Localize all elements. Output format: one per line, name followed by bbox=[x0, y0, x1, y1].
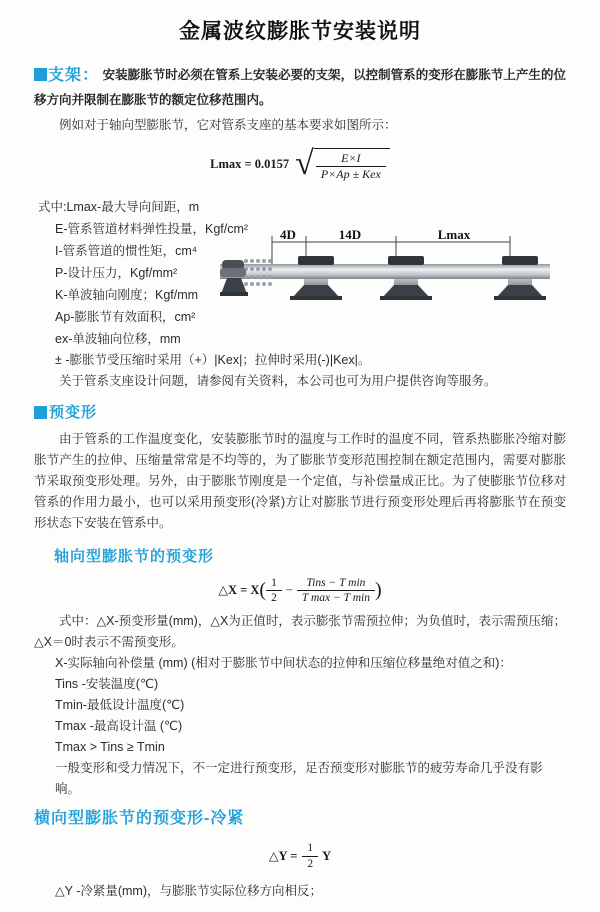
predeform-paragraph: 由于管系的工作温度变化，安装膨胀节时的温度与工作时的温度不同，管系热膨胀冷缩对膨胀节产生的拉伸、压缩量常常是不均等的，为了膨胀节变形范围控制在额定范围内，需要对膨胀节采取预变形处理。另外，由于膨胀节刚度是一个定值，与补偿量成正比。为了使膨胀节位移对管系的作用力最小，也可以采用预变形(冷紧)方让对膨胀节进行预变形处理后再将膨胀节在预变形状态下安装在管系中。 bbox=[34, 432, 566, 531]
axial-note2: X-实际轴向补偿量 (mm) (相对于膨胀节中间状态的拉伸和压缩位移量绝对值之和)： bbox=[55, 656, 512, 671]
formula-lmax bbox=[34, 136, 566, 190]
one-half-fraction: $\frac{1}{2}$ bbox=[266, 576, 282, 606]
definition-item: P-设计压力，Kgf/mm² bbox=[55, 266, 178, 281]
radical-icon: √ bbox=[295, 145, 314, 183]
definition-item: ex-单波轴向位移，mm bbox=[55, 332, 181, 347]
page-title: 金属波纹膨胀节安装说明 bbox=[179, 20, 421, 43]
minus-sign: − bbox=[285, 582, 293, 597]
axial-note1: 式中：△X-预变形量(mm)，△X为正值时，表示膨张节需预拉伸；为负值时，表示需预压缩；△X＝0时表示不需预变形。 bbox=[34, 614, 566, 650]
pipe-support-diagram bbox=[220, 228, 572, 328]
right-paren: ) bbox=[374, 579, 382, 602]
section-marker-icon bbox=[34, 68, 47, 81]
temp-definition: Tmax -最高设计温 (℃) bbox=[55, 719, 183, 734]
one-half-fraction: $\frac{1}{2}$ bbox=[302, 841, 318, 871]
formula-axial-lhs: △X = X bbox=[218, 582, 260, 597]
formula-lateral-rhs: Y bbox=[322, 848, 332, 863]
section-marker-icon bbox=[34, 406, 47, 419]
formula-lateral bbox=[34, 835, 566, 881]
temperature-fraction: $\frac{\text{Tins − T min}}{\text{T max − T min}}$ bbox=[297, 576, 375, 606]
support-section-label: 支架： bbox=[48, 67, 100, 85]
temp-definition: Tins -安装温度(℃) bbox=[55, 677, 159, 692]
dim-label-4d: 4D bbox=[280, 228, 296, 243]
sqrt-radical bbox=[295, 146, 390, 182]
left-paren: ( bbox=[259, 579, 267, 602]
definitions-and-diagram bbox=[34, 196, 566, 350]
definition-item: I-管系管道的惯性矩，cm⁴ bbox=[55, 244, 198, 259]
predeform-section-head bbox=[34, 400, 566, 425]
temp-relation: Tmax > Tins ≥ Tmin bbox=[55, 740, 165, 755]
dim-label-14d: 14D bbox=[338, 228, 362, 243]
plusminus-note: ± -膨胀节受压缩时采用（+）|Kex|；拉伸时采用(-)|Kex|。 bbox=[55, 353, 371, 368]
formula-lmax-numerator: E×I bbox=[316, 151, 386, 167]
predeform-section-label: 预变形 bbox=[49, 404, 98, 422]
temp-definition: Tmin-最低设计温度(℃) bbox=[55, 698, 185, 713]
formula-lmax-denominator: P×Ap ± Kex bbox=[320, 167, 381, 182]
definition-item: K-单波轴向刚度；Kgf/mm bbox=[55, 288, 199, 303]
axial-subheading: 轴向型膨胀节的预变形 bbox=[54, 548, 215, 566]
definition-item: E-管系管道材料弹性投量，Kgf/cm² bbox=[55, 222, 249, 237]
definition-item: Ap-膨胀节有效面积，cm² bbox=[55, 310, 196, 325]
axial-note3: 一般变形和受力情况下，不一定进行预变形，足否预变形对膨胀节的疲劳寿命几乎没有影响。 bbox=[55, 761, 543, 797]
definition-item: 式中:Lmax-最大导向间距，m bbox=[38, 200, 200, 215]
lateral-note: △Y -冷紧量(mm)，与膨胀节实际位移方向相反； bbox=[55, 883, 323, 898]
formula-lmax-lhs: Lmax = 0.0157 bbox=[210, 156, 290, 171]
support-intro-text: 安装膨胀节时必须在管系上安装必要的支架，以控制管系的变形在膨胀节上产生的位移方向并限制在膨胀节的额定位移范围内。 bbox=[34, 68, 566, 108]
formula-lateral-lhs: △Y = bbox=[268, 848, 298, 863]
lateral-subheading: 横向型膨胀节的预变形-冷紧 bbox=[34, 810, 245, 828]
support-example-line: 例如对于轴向型膨胀节，它对管系支座的基本要求如图所示： bbox=[59, 118, 397, 133]
dim-label-lmax: Lmax bbox=[437, 228, 471, 243]
service-note: 关于管系支座设计问题，请参阅有关资料，本公司也可为用户提供咨询等服务。 bbox=[59, 374, 497, 389]
formula-axial bbox=[34, 572, 566, 612]
support-section-intro bbox=[34, 63, 566, 111]
